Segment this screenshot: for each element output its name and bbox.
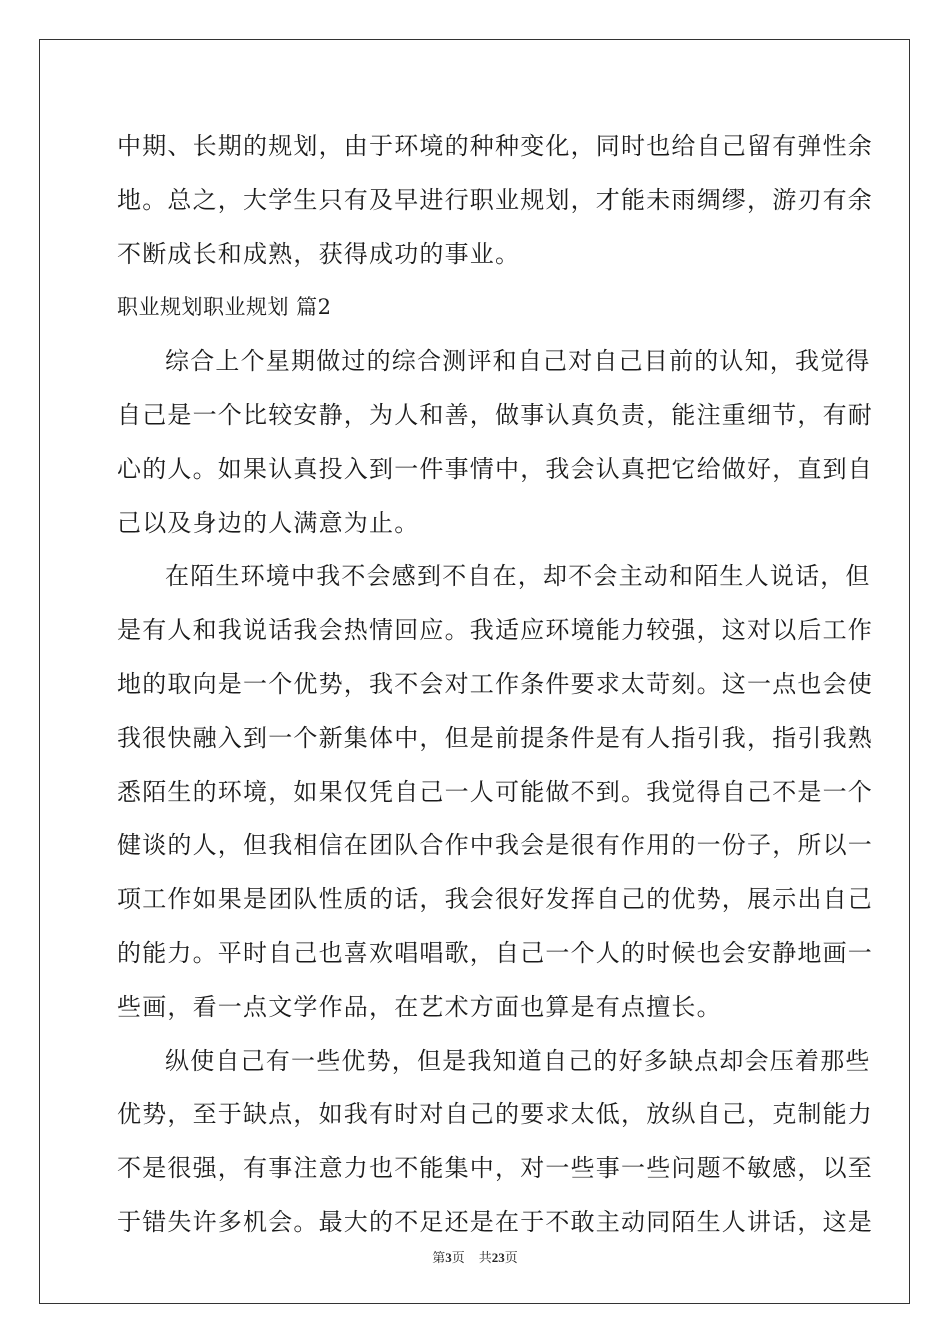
text-line: 心的人。如果认真投入到一件事情中，我会认真把它给做好，直到自 <box>117 454 873 483</box>
text-line: 些画，看一点文学作品，在艺术方面也算是有点擅长。 <box>117 992 722 1021</box>
total-suffix: 页 <box>504 1250 518 1265</box>
text-line: 于错失许多机会。最大的不足还是在于不敢主动同陌生人讲话，这是 <box>117 1207 873 1236</box>
text-line: 不是很强，有事注意力也不能集中，对一些事一些问题不敏感，以至 <box>117 1154 873 1183</box>
total-page-count: 23 <box>491 1250 505 1265</box>
document-body <box>117 120 873 1250</box>
text-line: 综合上个星期做过的综合测评和自己对自己目前的认知，我觉得 <box>165 347 871 376</box>
page-footer <box>0 1247 950 1266</box>
section-heading: 职业规划职业规划 篇2 <box>117 295 332 320</box>
text-line: 纵使自己有一些优势，但是我知道自己的好多缺点却会压着那些 <box>165 1046 871 1075</box>
page-suffix: 页 <box>451 1250 465 1265</box>
paragraph <box>117 1035 873 1250</box>
text-line: 优势，至于缺点，如我有时对自己的要求太低，放纵自己，克制能力 <box>117 1100 873 1129</box>
total-prefix: 共 <box>478 1250 492 1265</box>
paragraph <box>117 550 873 1034</box>
page-prefix: 第 <box>432 1250 446 1265</box>
text-line: 己以及身边的人满意为止。 <box>117 508 420 537</box>
text-line: 地。总之，大学生只有及早进行职业规划，才能未雨绸缪，游刃有余 <box>117 185 873 214</box>
text-line: 悉陌生的环境，如果仅凭自己一人可能做不到。我觉得自己不是一个 <box>117 777 873 806</box>
text-line: 在陌生环境中我不会感到不自在，却不会主动和陌生人说话，但 <box>165 562 871 591</box>
text-line: 自己是一个比较安静，为人和善，做事认真负责，能注重细节，有耐 <box>117 400 873 429</box>
text-line: 是有人和我说话我会热情回应。我适应环境能力较强，这对以后工作 <box>117 616 873 645</box>
text-line: 我很快融入到一个新集体中，但是前提条件是有人指引我，指引我熟 <box>117 723 873 752</box>
text-line: 不断成长和成熟，获得成功的事业。 <box>117 239 521 268</box>
text-line: 的能力。平时自己也喜欢唱唱歌，自己一个人的时候也会安静地画一 <box>117 938 873 967</box>
text-line: 中期、长期的规划，由于环境的种种变化，同时也给自己留有弹性余 <box>117 132 873 160</box>
current-page-number: 3 <box>445 1250 452 1265</box>
text-line: 地的取向是一个优势，我不会对工作条件要求太苛刻。这一点也会使 <box>117 669 873 698</box>
paragraph <box>117 335 873 550</box>
text-line: 项工作如果是团队性质的话，我会很好发挥自己的优势，展示出自己 <box>117 885 873 914</box>
text-line: 健谈的人，但我相信在团队合作中我会是很有作用的一份子，所以一 <box>117 831 873 860</box>
paragraph-continued <box>117 120 873 281</box>
